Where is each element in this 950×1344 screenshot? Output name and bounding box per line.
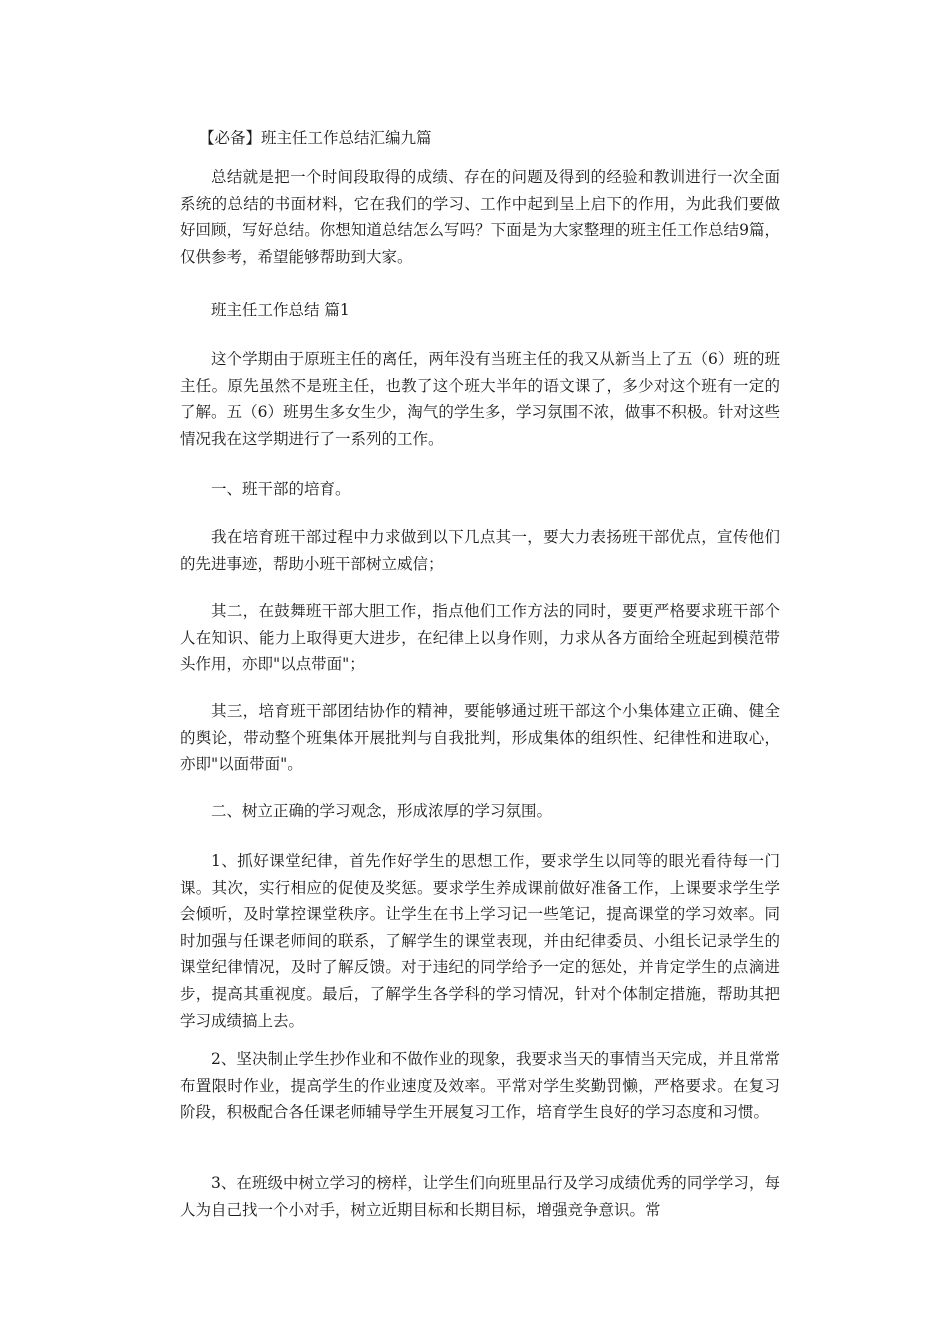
body-paragraph: 2、坚决制止学生抄作业和不做作业的现象，我要求当天的事情当天完成，并且常常布置限时作业，提高学生的作业速度及效率。平常对学生奖勤罚懒，严格要求。在复习阶段，积极配合各任课老师辅导学生开展复习工作，培育学生良好的学习态度和习惯。	[180, 1050, 780, 1122]
body-paragraph: 我在培育班干部过程中力求做到以下几点其一，要大力表扬班干部优点，宣传他们的先进事迹，帮助小班干部树立威信；	[180, 528, 780, 573]
body-paragraph: 3、在班级中树立学习的榜样，让学生们向班里品行及学习成绩优秀的同学学习，每人为自己找一个小对手，树立近期目标和长期目标，增强竞争意识。常	[180, 1174, 780, 1219]
intro-paragraph: 总结就是把一个时间段取得的成绩、存在的问题及得到的经验和教训进行一次全面系统的总结的书面材料，它在我们的学习、工作中起到呈上启下的作用，为此我们要做好回顾，写好总结。你想知道总结怎么写吗？下面是为大家整理的班主任工作总结9篇，仅供参考，希望能够帮助到大家。	[180, 168, 780, 266]
section-heading: 班主任工作总结 篇1	[211, 301, 350, 319]
subheading: 二、树立正确的学习观念，形成浓厚的学习氛围。	[211, 802, 553, 820]
body-paragraph: 1、抓好课堂纪律，首先作好学生的思想工作，要求学生以同等的眼光看待每一门课。其次，实行相应的促使及奖惩。要求学生养成课前做好准备工作，上课要求学生学会倾听，及时掌控课堂秩序。让学生在书上学习记一些笔记，提高课堂的学习效率。同时加强与任课老师间的联系，了解学生的课堂表现，并由纪律委员、小组长记录学生的课堂纪律情况，及时了解反馈。对于违纪的同学给予一定的惩处，并肯定学生的点滴进步，提高其重视度。最后，了解学生各学科的学习情况，针对个体制定措施，帮助其把学习成绩搞上去。	[180, 852, 780, 1030]
body-paragraph: 其二，在鼓舞班干部大胆工作，指点他们工作方法的同时，要更严格要求班干部个人在知识、能力上取得更大进步，在纪律上以身作则，力求从各方面给全班起到模范带头作用，亦即"以点带面"；	[180, 602, 780, 674]
body-paragraph: 其三，培育班干部团结协作的精神，要能够通过班干部这个小集体建立正确、健全的舆论，带动整个班集体开展批判与自我批判，形成集体的组织性、纪律性和进取心，亦即"以面带面"。	[180, 702, 780, 774]
subheading: 一、班干部的培育。	[211, 480, 351, 498]
body-paragraph: 这个学期由于原班主任的离任，两年没有当班主任的我又从新当上了五（6）班的班主任。原先虽然不是班主任，也教了这个班大半年的语文课了，多少对这个班有一定的了解。五（6）班男生多女生少，淘气的学生多，学习氛围不浓，做事不积极。针对这些情况我在这学期进行了一系列的工作。	[180, 350, 780, 448]
document-title: 【必备】班主任工作总结汇编九篇	[199, 129, 432, 147]
